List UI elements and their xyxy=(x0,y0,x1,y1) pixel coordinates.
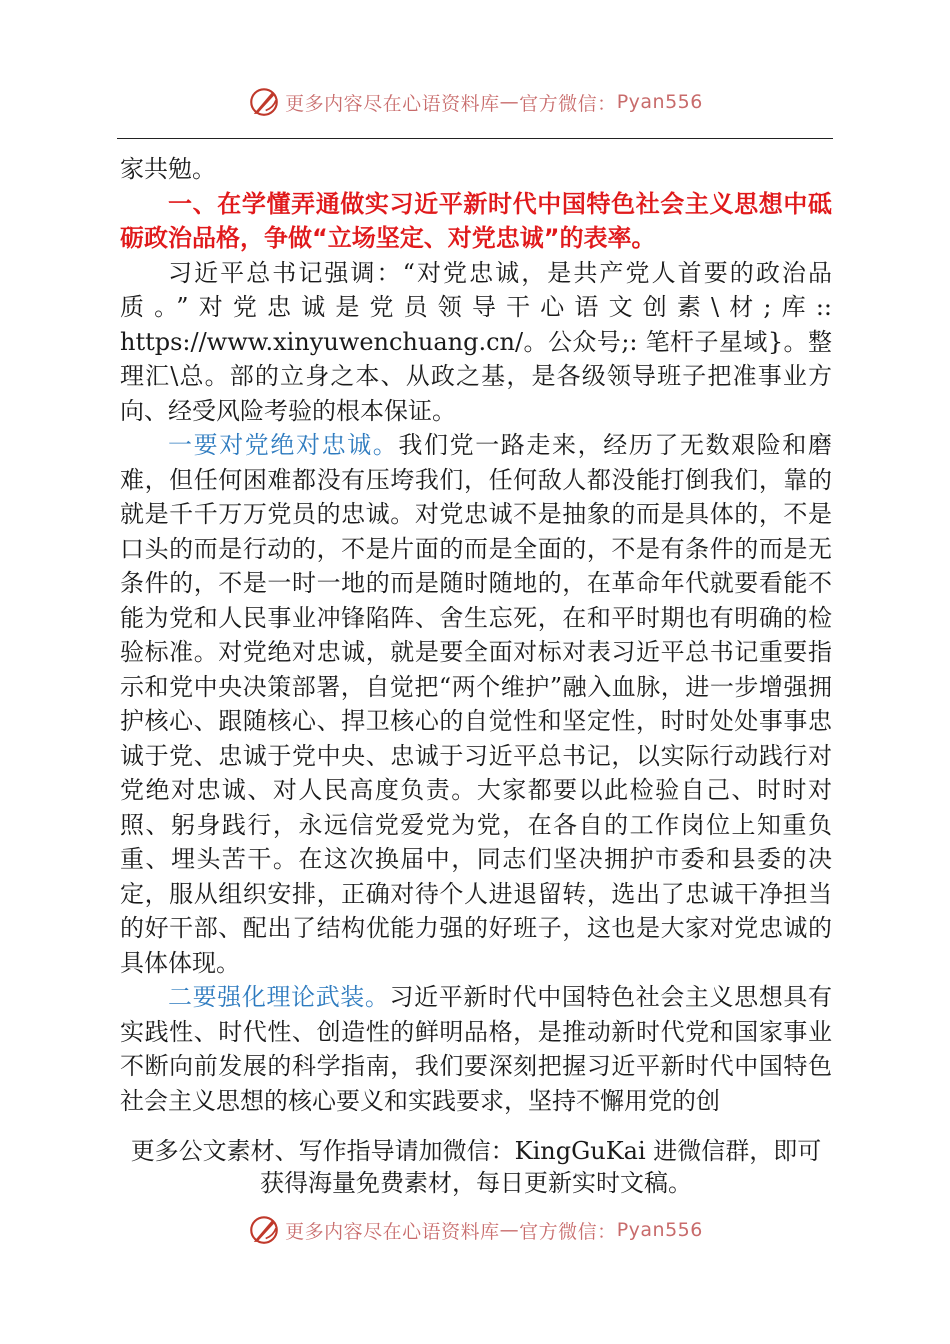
footer-banner-wechat-id: Pyan556 xyxy=(616,1219,703,1241)
point-2-label: 二要强化理论武装。 xyxy=(168,983,390,1011)
continuation-line: 家共勉。 xyxy=(120,155,216,183)
point-1-label: 一要对党绝对忠诚。 xyxy=(168,431,399,459)
footer-banner-dash: — xyxy=(499,1219,520,1241)
quill-logo-icon xyxy=(247,85,281,119)
section-heading: 一、在学懂弄通做实习近平新时代中国特色社会主义思想中砥砺政治品格，争做“立场坚定、对党忠诚”的表率。 xyxy=(120,189,832,252)
footer-banner-title: 更多内容尽在心语资料库 xyxy=(285,1220,500,1243)
document-body xyxy=(120,152,832,1118)
banner-title: 更多内容尽在心语资料库 xyxy=(285,92,500,115)
footer-banner-wechat-label: 官方微信： xyxy=(519,1220,617,1243)
paragraph-1: 习近平总书记强调：“对党忠诚，是共产党人首要的政治品质。”对党忠诚是党员领导干心语文创素\材;库:: https://www.xinyuwenchuang.cn/。公众号;: 笔杆子星域}。整理汇\总。部的立身之本、从政之基，是各级领导班子把准事业方向、经受风险考验的根本保证。 xyxy=(120,258,832,425)
header-banner xyxy=(0,82,950,122)
header-divider xyxy=(117,138,833,139)
footer-banner xyxy=(0,1210,950,1250)
banner-wechat-id: Pyan556 xyxy=(616,91,703,113)
promo-note: 更多公文素材、写作指导请加微信：KingGuKai 进微信群，即可获得海量免费素材，每日更新实时文稿。 xyxy=(130,1137,822,1197)
point-1-text: 我们党一路走来，经历了无数艰险和磨难，但任何困难都没有压垮我们，任何敌人都没能打倒我们，靠的就是千千万万党员的忠诚。对党忠诚不是抽象的而是具体的，不是口头的而是行动的，不是片面的而是全面的，不是有条件的而是无条件的，不是一时一地的而是随时随地的，在革命年代就要看能不能为党和人民事业冲锋陷阵、舍生忘死，在和平时期也有明确的检验标准。对党绝对忠诚，就是要全面对标对表习近平总书记重要指示和党中央决策部署，自觉把“两个维护”融入血脉，进一步增强拥护核心、跟随核心、捍卫核心的自觉性和坚定性，时时处处事事忠诚于党、忠诚于党中央、忠诚于习近平总书记，以实际行动践行对党绝对忠诚、对人民高度负责。大家都要以此检验自己、时时对照、躬身践行，永远信党爱党为党，在各自的工作岗位上知重负重、埋头苦干。在这次换届中，同志们坚决拥护市委和县委的决定，服从组织安排，正确对待个人进退留转，选出了忠诚干净担当的好干部、配出了结构优能力强的好班子，这也是大家对党忠诚的具体体现。 xyxy=(120,431,833,977)
point-2-text: 习近平新时代中国特色社会主义思想具有实践性、时代性、创造性的鲜明品格，是推动新时代党和国家事业不断向前发展的科学指南，我们要深刻把握习近平新时代中国特色社会主义思想的核心要义和实践要求，坚持不懈用党的创 xyxy=(120,983,833,1115)
banner-dash: — xyxy=(499,91,520,113)
paragraph-point-1 xyxy=(120,428,832,980)
paragraph-point-2 xyxy=(120,980,832,1118)
quill-logo-icon xyxy=(247,1213,281,1247)
banner-wechat-label: 官方微信： xyxy=(519,92,617,115)
